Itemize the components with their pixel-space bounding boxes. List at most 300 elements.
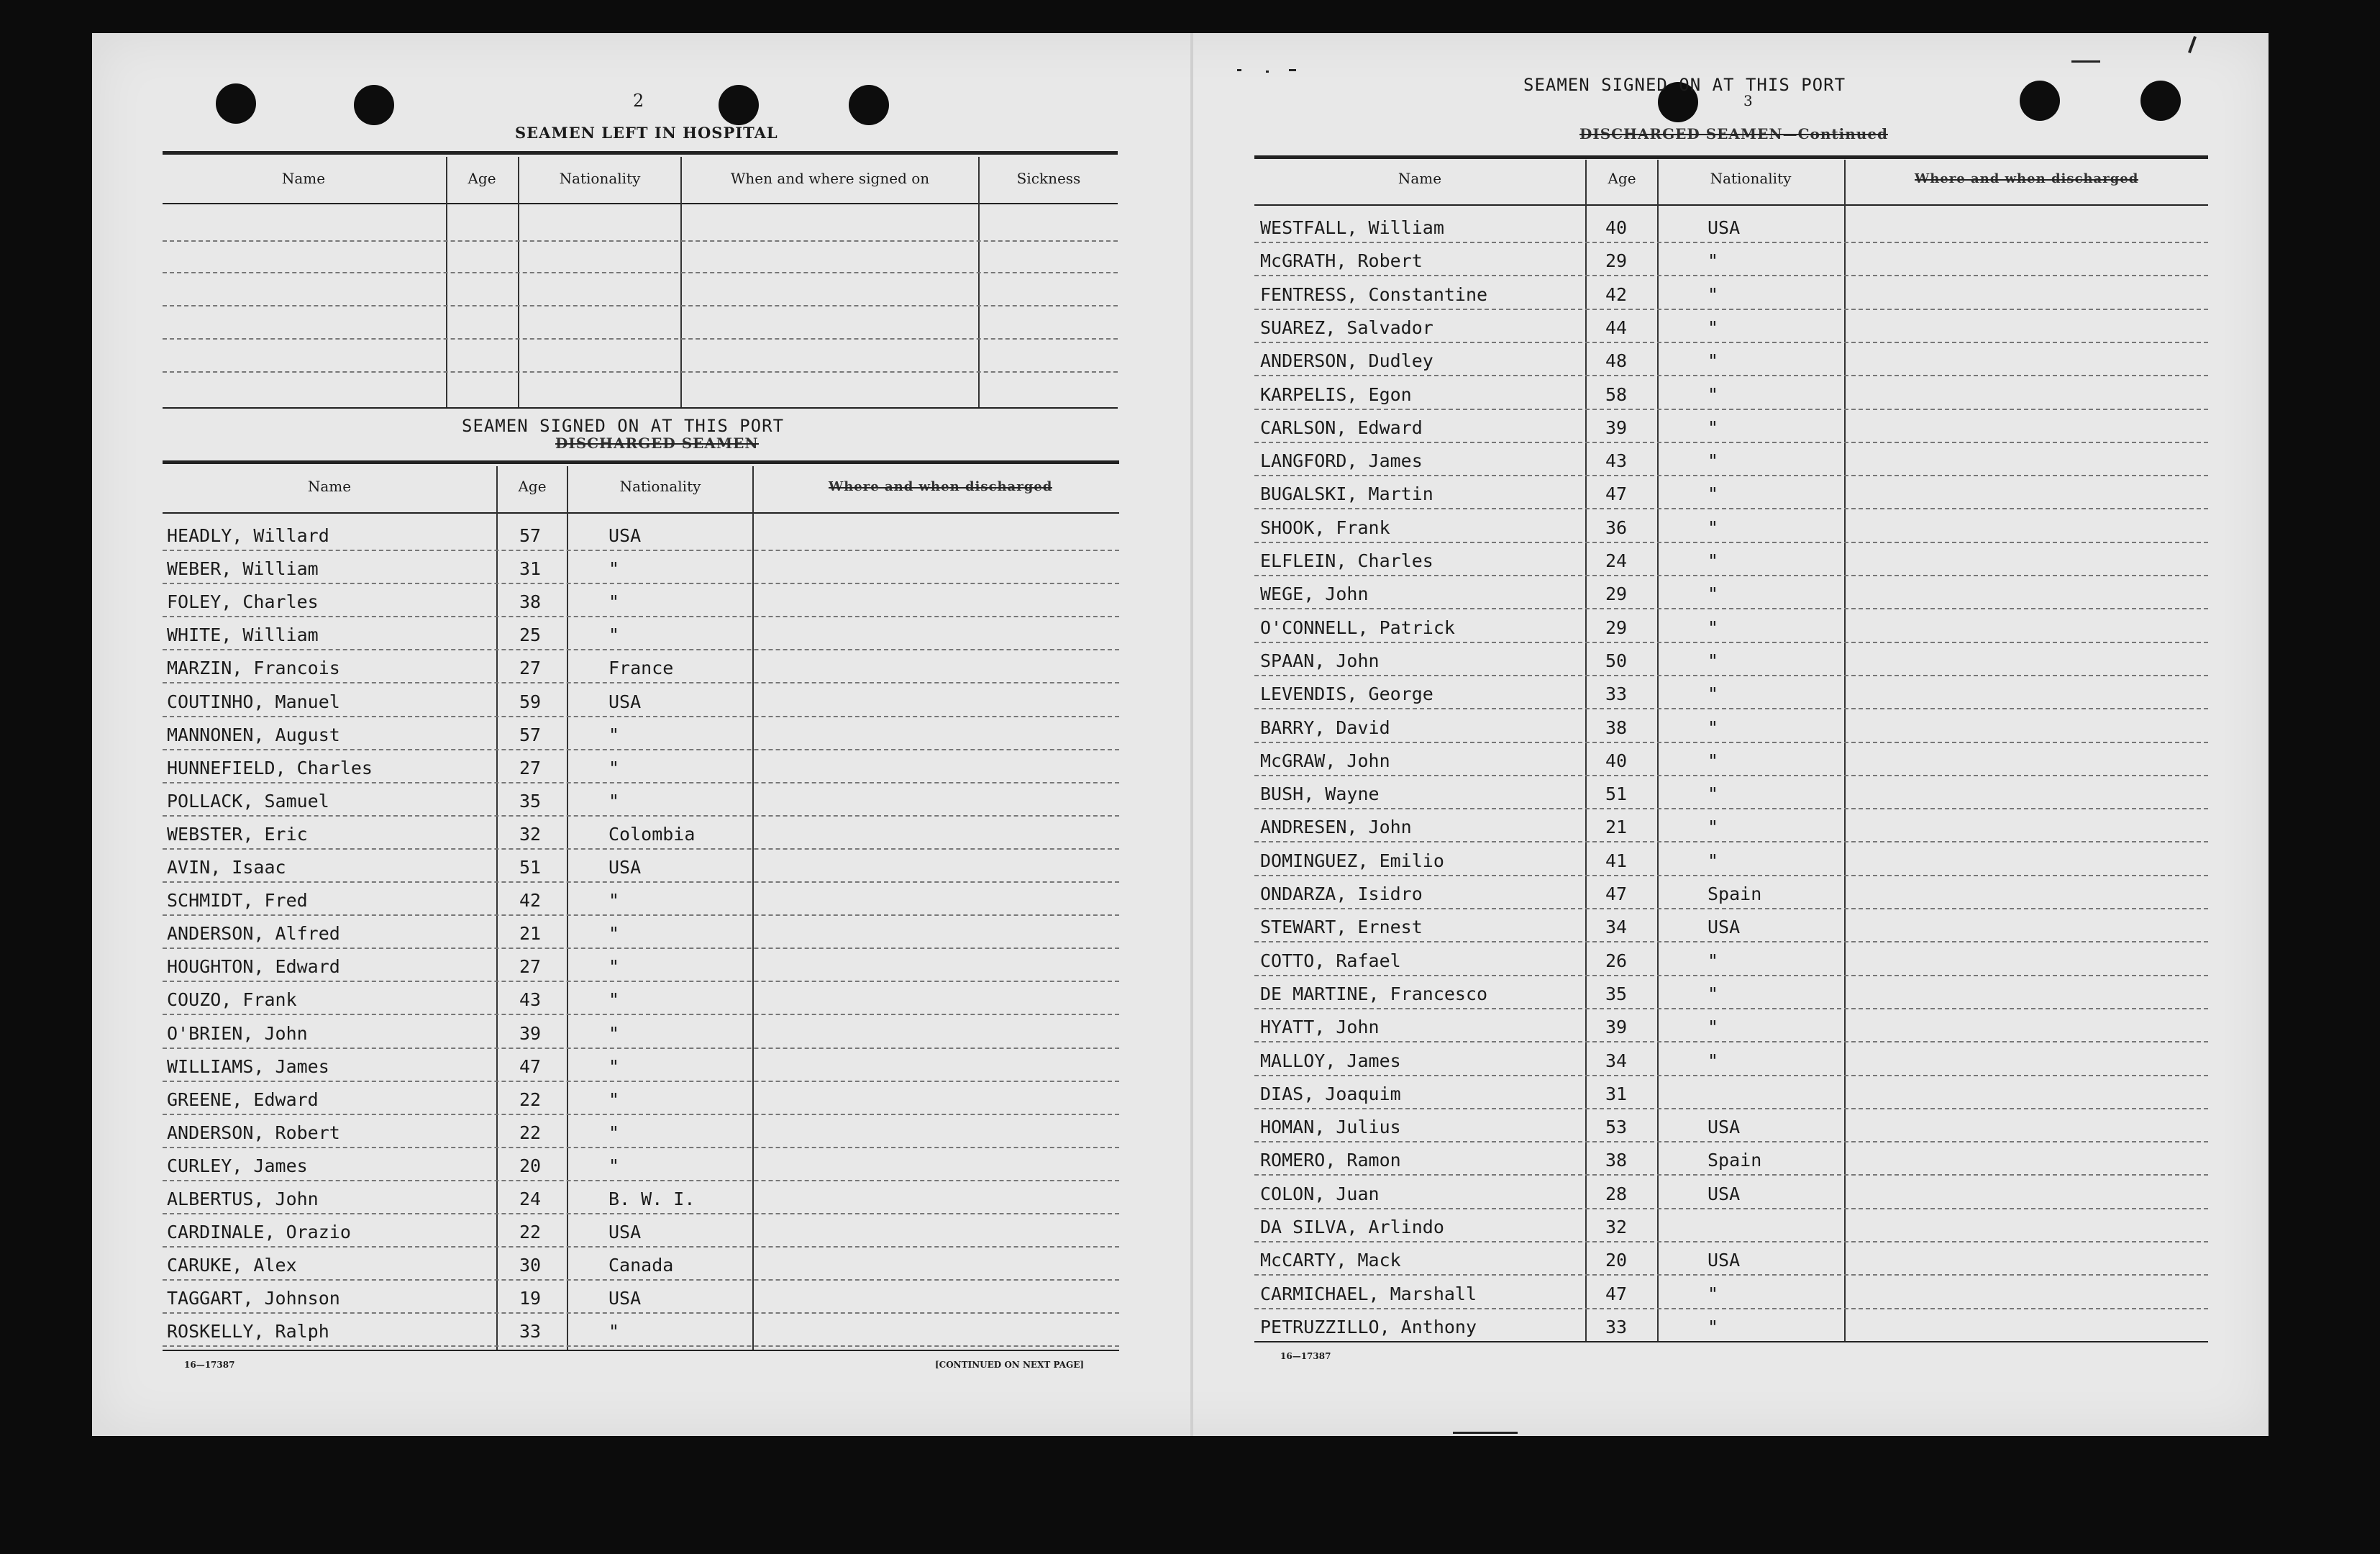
crew-name: SHOOK, Frank: [1260, 517, 1390, 538]
table-rule: [1254, 155, 2208, 159]
list-item: [163, 890, 1119, 914]
crew-name: SPAAN, John: [1260, 650, 1380, 671]
crew-age: 44: [1605, 317, 1628, 338]
list-item: [1254, 384, 2208, 409]
crew-age: 48: [1605, 350, 1628, 372]
continued-note: [CONTINUED ON NEXT PAGE]: [935, 1360, 1085, 1370]
row-line: [1254, 309, 2208, 310]
crew-nationality: B. W. I.: [608, 1189, 696, 1209]
page-number: 2: [633, 91, 644, 111]
list-item: [1254, 650, 2208, 675]
crew-age: 35: [1605, 983, 1628, 1004]
struck-column-header: Where and when discharged: [1915, 171, 2139, 186]
crew-name: WESTFALL, William: [1260, 217, 1444, 238]
list-item: [1254, 1283, 2208, 1308]
crew-age: 27: [519, 757, 542, 778]
crew-age: 29: [1605, 250, 1628, 272]
crew-age: 25: [519, 624, 542, 646]
crew-age: 33: [1605, 683, 1628, 705]
list-item: [1254, 483, 2208, 508]
column-header: Name: [307, 478, 352, 495]
list-item: [1254, 450, 2208, 475]
row-line: [163, 550, 1119, 551]
list-item: [1254, 917, 2208, 941]
row-line: [163, 815, 1119, 817]
crew-nationality: ": [1708, 1050, 1719, 1071]
row-line: [163, 1246, 1119, 1248]
crew-name: HEADLY, Willard: [167, 525, 329, 546]
row-line: [163, 1180, 1119, 1181]
crew-age: 30: [519, 1255, 542, 1276]
list-item: [1254, 350, 2208, 375]
crew-age: 39: [1605, 1017, 1628, 1038]
crew-age: 50: [1605, 650, 1628, 671]
row-line: [1254, 742, 2208, 743]
crew-nationality: ": [1708, 583, 1719, 605]
punch-hole: [2020, 81, 2060, 121]
crew-age: 57: [519, 525, 542, 546]
crew-nationality: Canada: [608, 1255, 674, 1276]
column-header: Age: [468, 170, 496, 187]
crew-name: DOMINGUEZ, Emilio: [1260, 850, 1444, 871]
row-line: [1254, 1008, 2208, 1009]
list-item: [1254, 683, 2208, 708]
list-item: [1254, 817, 2208, 841]
list-item: [163, 824, 1119, 848]
crew-name: POLLACK, Samuel: [167, 790, 329, 812]
crew-name: McCARTY, Mack: [1260, 1250, 1401, 1271]
crew-name: COUTINHO, Manuel: [167, 691, 340, 712]
crew-nationality: ": [1708, 750, 1719, 771]
row-line: [1254, 1208, 2208, 1209]
crew-nationality: ": [1708, 850, 1719, 871]
table-rule: [163, 1350, 1119, 1351]
column-header: Nationality: [559, 170, 641, 187]
crew-name: ROSKELLY, Ralph: [167, 1321, 329, 1342]
crew-nationality: ": [1708, 950, 1719, 971]
row-line: [163, 682, 1119, 683]
list-item: [163, 1056, 1119, 1081]
blank-row-line: [163, 305, 1118, 306]
row-line: [1254, 708, 2208, 709]
row-line: [163, 616, 1119, 617]
list-item: [1254, 417, 2208, 442]
crew-name: DIAS, Joaquim: [1260, 1083, 1401, 1104]
crew-nationality: ": [1708, 317, 1719, 338]
column-divider: [680, 157, 682, 407]
list-item: [1254, 1250, 2208, 1274]
crew-age: 22: [519, 1222, 542, 1243]
list-item: [1254, 950, 2208, 975]
crew-age: 41: [1605, 850, 1628, 871]
crew-nationality: ": [1708, 250, 1719, 272]
row-line: [163, 1312, 1119, 1314]
crew-age: 47: [1605, 1283, 1628, 1304]
column-divider: [446, 157, 447, 407]
crew-nationality: ": [1708, 617, 1719, 638]
column-header: Sickness: [1016, 170, 1081, 187]
crew-nationality: ": [1708, 717, 1719, 738]
crew-nationality: France: [608, 658, 674, 679]
crew-nationality: ": [608, 1155, 620, 1176]
list-item: [163, 857, 1119, 881]
row-line: [163, 1279, 1119, 1281]
crew-nationality: ": [608, 890, 620, 912]
column-divider: [978, 157, 980, 407]
list-item: [1254, 217, 2208, 242]
crew-age: 26: [1605, 950, 1628, 971]
crew-age: 42: [1605, 283, 1628, 305]
list-item: [163, 691, 1119, 716]
crew-age: 29: [1605, 583, 1628, 605]
column-header: Name: [281, 170, 326, 187]
crew-nationality: ": [1708, 650, 1719, 671]
row-line: [163, 782, 1119, 783]
row-line: [1254, 575, 2208, 576]
crew-name: FENTRESS, Constantine: [1260, 283, 1488, 305]
list-item: [163, 791, 1119, 815]
list-item: [1254, 1050, 2208, 1075]
list-item: [163, 956, 1119, 981]
crew-nationality: Spain: [1708, 1150, 1762, 1171]
crew-age: 21: [519, 923, 542, 945]
row-line: [1254, 1041, 2208, 1042]
crew-name: BUGALSKI, Martin: [1260, 483, 1433, 505]
crew-age: 57: [519, 724, 542, 745]
crew-nationality: USA: [608, 857, 642, 878]
list-item: [1254, 1150, 2208, 1174]
crew-age: 35: [519, 790, 542, 812]
crew-nationality: ": [608, 1122, 620, 1143]
row-line: [1254, 475, 2208, 476]
crew-age: 21: [1605, 817, 1628, 838]
crew-nationality: Spain: [1708, 883, 1762, 904]
list-item: [1254, 284, 2208, 309]
column-header: Nationality: [1710, 170, 1792, 187]
crew-age: 59: [519, 691, 542, 712]
crew-age: 19: [519, 1288, 542, 1309]
table-rule: [163, 512, 1119, 514]
row-line: [163, 1081, 1119, 1082]
list-item: [1254, 250, 2208, 275]
crew-name: HOMAN, Julius: [1260, 1117, 1401, 1138]
list-item: [163, 1122, 1119, 1147]
scan-speck: [2071, 60, 2100, 63]
crew-name: ANDERSON, Robert: [167, 1122, 340, 1143]
struck-section-title: DISCHARGED SEAMEN: [555, 435, 759, 452]
punch-hole: [849, 85, 889, 125]
row-line: [1254, 1274, 2208, 1276]
crew-age: 47: [519, 1055, 542, 1077]
crew-age: 42: [519, 890, 542, 912]
crew-age: 43: [519, 989, 542, 1011]
crew-name: STEWART, Ernest: [1260, 917, 1423, 938]
crew-nationality: ": [608, 558, 620, 580]
list-item: [163, 1089, 1119, 1114]
crew-nationality: ": [1708, 350, 1719, 372]
list-item: [163, 658, 1119, 682]
list-item: [1254, 750, 2208, 775]
list-item: [163, 758, 1119, 782]
crew-age: 29: [1605, 617, 1628, 638]
list-item: [163, 1321, 1119, 1345]
crew-nationality: USA: [1708, 1250, 1741, 1271]
table-rule: [163, 151, 1118, 155]
crew-age: 34: [1605, 1050, 1628, 1071]
row-line: [1254, 608, 2208, 609]
crew-age: 40: [1605, 750, 1628, 771]
crew-name: WHITE, William: [167, 624, 319, 646]
crew-age: 47: [1605, 883, 1628, 904]
list-item: [1254, 1183, 2208, 1208]
scan-speck: [1266, 71, 1269, 73]
blank-row-line: [163, 240, 1118, 242]
row-line: [163, 1345, 1119, 1347]
list-item: [163, 1255, 1119, 1279]
list-item: [1254, 883, 2208, 908]
list-item: [163, 1155, 1119, 1180]
list-item: [1254, 1117, 2208, 1141]
crew-age: 32: [1605, 1217, 1628, 1237]
crew-name: ANDERSON, Dudley: [1260, 350, 1433, 372]
row-line: [163, 716, 1119, 717]
crew-age: 38: [1605, 717, 1628, 738]
crew-name: MARZIN, Francois: [167, 658, 340, 679]
crew-name: BUSH, Wayne: [1260, 783, 1380, 805]
crew-age: 24: [1605, 550, 1628, 571]
crew-name: O'BRIEN, John: [167, 1022, 308, 1044]
crew-age: 22: [519, 1122, 542, 1143]
crew-name: SCHMIDT, Fred: [167, 890, 308, 912]
crew-nationality: USA: [608, 525, 642, 546]
list-item: [163, 1288, 1119, 1312]
scan-speck: [1453, 1432, 1518, 1434]
crew-nationality: ": [1708, 483, 1719, 505]
crew-name: LANGFORD, James: [1260, 450, 1423, 472]
crew-name: ONDARZA, Isidro: [1260, 883, 1423, 904]
crew-nationality: ": [608, 1055, 620, 1077]
crew-age: 22: [519, 1089, 542, 1110]
crew-name: ANDERSON, Alfred: [167, 923, 340, 945]
crew-nationality: ": [608, 624, 620, 646]
scan-speck: [1289, 69, 1296, 71]
crew-nationality: USA: [608, 1288, 642, 1309]
crew-age: 20: [1605, 1250, 1628, 1271]
crew-age: 33: [1605, 1316, 1628, 1337]
punch-hole: [719, 85, 759, 125]
row-line: [1254, 642, 2208, 643]
crew-nationality: ": [608, 1022, 620, 1044]
row-line: [1254, 941, 2208, 942]
crew-age: 32: [519, 823, 542, 845]
row-line: [163, 649, 1119, 650]
crew-age: 38: [1605, 1150, 1628, 1171]
crew-age: 27: [519, 956, 542, 978]
crew-age: 51: [1605, 783, 1628, 805]
crew-name: LEVENDIS, George: [1260, 683, 1433, 705]
row-line: [1254, 975, 2208, 976]
crew-nationality: ": [608, 724, 620, 745]
row-line: [1254, 1308, 2208, 1309]
row-line: [163, 981, 1119, 982]
list-item: [1254, 517, 2208, 542]
row-line: [1254, 841, 2208, 842]
struck-column-header: Where and when discharged: [829, 479, 1053, 494]
row-line: [1254, 242, 2208, 243]
crew-name: HUNNEFIELD, Charles: [167, 757, 373, 778]
crew-age: 40: [1605, 217, 1628, 238]
crew-name: CURLEY, James: [167, 1155, 308, 1176]
crew-nationality: ": [1708, 517, 1719, 538]
form-number: 16—17387: [1280, 1351, 1331, 1361]
crew-nationality: USA: [1708, 917, 1741, 938]
row-line: [1254, 542, 2208, 543]
row-line: [1254, 808, 2208, 809]
crew-age: 47: [1605, 483, 1628, 505]
crew-nationality: ": [608, 956, 620, 978]
list-item: [1254, 1317, 2208, 1341]
list-item: [1254, 1083, 2208, 1108]
crew-age: 43: [1605, 450, 1628, 472]
table-rule: [1254, 204, 2208, 206]
row-line: [1254, 908, 2208, 909]
crew-nationality: USA: [1708, 217, 1741, 238]
list-item: [163, 525, 1119, 550]
row-line: [1254, 1075, 2208, 1076]
column-header: Name: [1398, 170, 1442, 187]
crew-name: ROMERO, Ramon: [1260, 1150, 1401, 1171]
crew-age: 39: [1605, 417, 1628, 438]
crew-name: DA SILVA, Arlindo: [1260, 1217, 1444, 1237]
crew-age: 38: [519, 591, 542, 613]
list-item: [163, 989, 1119, 1014]
crew-name: COTTO, Rafael: [1260, 950, 1401, 971]
crew-nationality: ": [1708, 450, 1719, 472]
row-line: [1254, 1108, 2208, 1109]
crew-nationality: ": [1708, 817, 1719, 838]
table-rule: [163, 203, 1118, 204]
list-item: [1254, 583, 2208, 608]
crew-nationality: Colombia: [608, 823, 696, 845]
row-line: [163, 948, 1119, 949]
list-item: [1254, 717, 2208, 742]
crew-nationality: ": [1708, 1283, 1719, 1304]
crew-nationality: ": [608, 757, 620, 778]
crew-nationality: ": [1708, 383, 1719, 405]
column-header: Age: [518, 478, 547, 495]
crew-name: HOUGHTON, Edward: [167, 956, 340, 978]
list-item: [163, 591, 1119, 616]
row-line: [1254, 275, 2208, 276]
list-item: [1254, 317, 2208, 342]
row-line: [1254, 375, 2208, 376]
punch-hole: [216, 83, 256, 124]
crew-nationality: ": [608, 1089, 620, 1110]
crew-age: 24: [519, 1189, 542, 1209]
list-item: [163, 1222, 1119, 1246]
row-line: [1254, 508, 2208, 509]
crew-name: COLON, Juan: [1260, 1183, 1380, 1204]
crew-name: DE MARTINE, Francesco: [1260, 983, 1488, 1004]
list-item: [163, 624, 1119, 649]
crew-nationality: ": [1708, 550, 1719, 571]
punch-hole: [354, 85, 394, 125]
row-line: [163, 1014, 1119, 1015]
crew-name: O'CONNELL, Patrick: [1260, 617, 1455, 638]
crew-name: WEBER, William: [167, 558, 319, 580]
crew-name: MALLOY, James: [1260, 1050, 1401, 1071]
crew-nationality: ": [608, 790, 620, 812]
crew-name: CARLSON, Edward: [1260, 417, 1423, 438]
crew-age: 53: [1605, 1117, 1628, 1138]
scan-speck: [1237, 69, 1241, 71]
crew-age: 58: [1605, 383, 1628, 405]
crew-age: 31: [519, 558, 542, 580]
right-section-title: SEAMEN SIGNED ON AT THIS PORT: [1523, 75, 1846, 95]
form-number: 16—17387: [184, 1360, 235, 1370]
blank-row-line: [163, 371, 1118, 373]
crew-name: KARPELIS, Egon: [1260, 383, 1412, 405]
row-line: [1254, 875, 2208, 876]
row-line: [1254, 1141, 2208, 1142]
row-line: [1254, 409, 2208, 410]
list-item: [163, 923, 1119, 948]
crew-age: 51: [519, 857, 542, 878]
page-number: 3: [1743, 92, 1753, 109]
row-line: [1254, 675, 2208, 676]
crew-nationality: ": [1708, 283, 1719, 305]
crew-nationality: ": [608, 591, 620, 613]
crew-name: TAGGART, Johnson: [167, 1288, 340, 1309]
column-header: Age: [1608, 170, 1636, 187]
list-item: [1254, 1217, 2208, 1241]
crew-nationality: USA: [1708, 1117, 1741, 1138]
crew-age: 33: [519, 1321, 542, 1342]
crew-name: SUAREZ, Salvador: [1260, 317, 1433, 338]
column-header: Nationality: [619, 478, 701, 495]
crew-name: GREENE, Edward: [167, 1089, 319, 1110]
list-item: [1254, 983, 2208, 1008]
crew-name: ELFLEIN, Charles: [1260, 550, 1433, 571]
table-rule: [163, 460, 1119, 464]
punch-hole: [2140, 81, 2181, 121]
crew-nationality: ": [1708, 783, 1719, 805]
crew-name: CARUKE, Alex: [167, 1255, 297, 1276]
list-item: [1254, 617, 2208, 642]
crew-nationality: ": [1708, 1316, 1719, 1337]
table-rule: [163, 407, 1118, 409]
crew-nationality: ": [608, 989, 620, 1011]
crew-age: 20: [519, 1155, 542, 1176]
list-item: [1254, 850, 2208, 875]
crew-nationality: USA: [608, 1222, 642, 1243]
crew-nationality: ": [1708, 417, 1719, 438]
list-item: [163, 724, 1119, 749]
crew-name: ANDRESEN, John: [1260, 817, 1412, 838]
list-item: [163, 1023, 1119, 1048]
crew-age: 34: [1605, 917, 1628, 938]
crew-name: McGRATH, Robert: [1260, 250, 1423, 272]
crew-age: 36: [1605, 517, 1628, 538]
row-line: [163, 749, 1119, 750]
crew-name: AVIN, Isaac: [167, 857, 286, 878]
row-line: [163, 583, 1119, 584]
blank-row-line: [163, 338, 1118, 340]
list-item: [1254, 1017, 2208, 1041]
row-line: [1254, 442, 2208, 443]
crew-nationality: USA: [608, 691, 642, 712]
column-divider: [518, 157, 519, 407]
